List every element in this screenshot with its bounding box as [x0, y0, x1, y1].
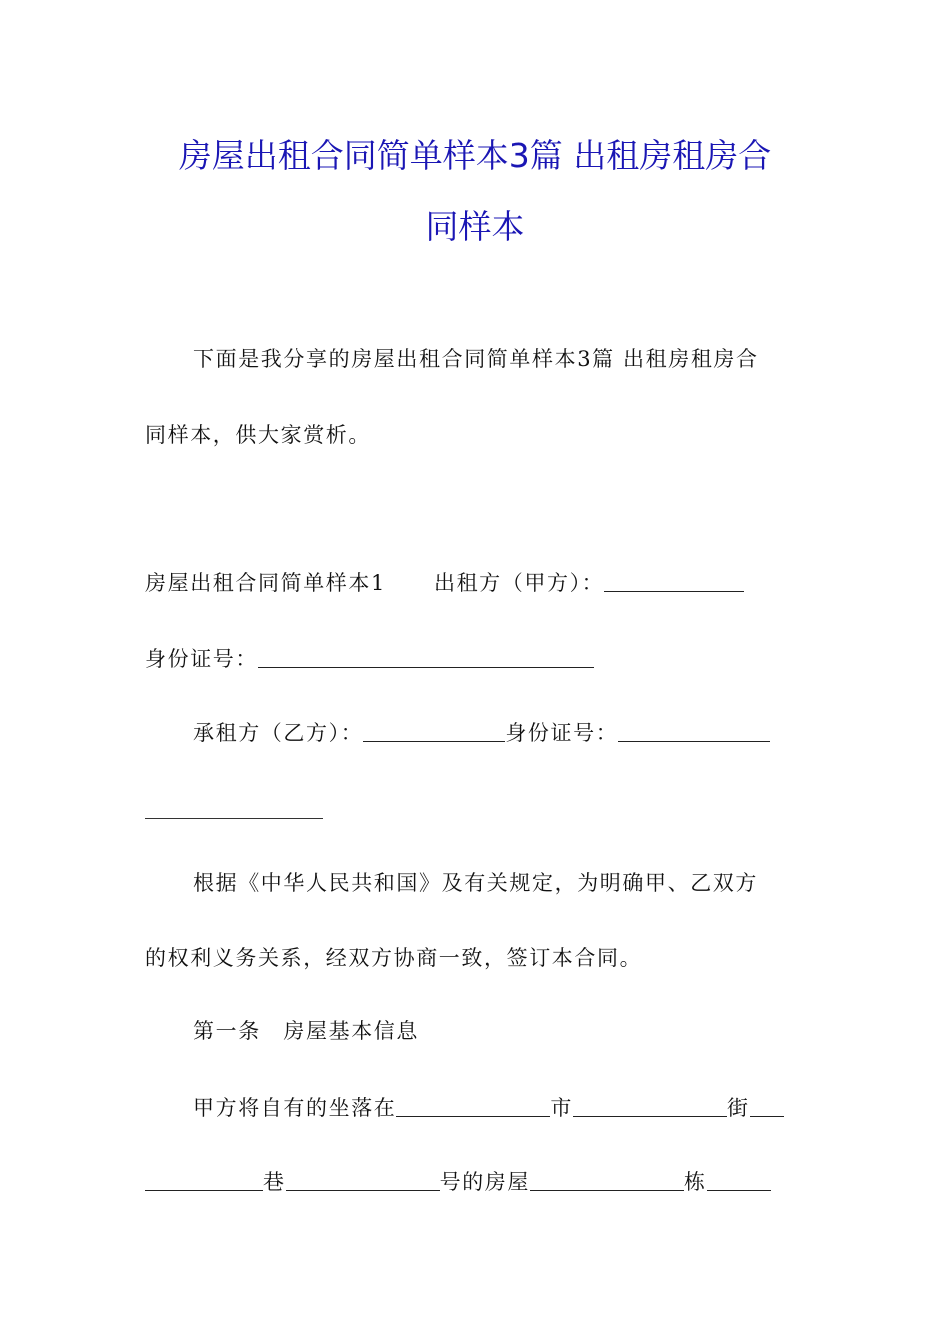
- intro-line-2: 同样本，供大家赏析。: [145, 423, 371, 447]
- city-label: 市: [550, 1096, 574, 1120]
- lessee-id-blank-continued: [145, 818, 323, 819]
- article1-line-2: [145, 1167, 807, 1197]
- lessee-label: 承租方（乙方）：: [193, 721, 364, 745]
- intro-line-1: 下面是我分享的房屋出租合同简单样本3篇 出租房租房合: [193, 347, 759, 371]
- street-label: 街: [727, 1096, 750, 1120]
- lane-blank: [145, 1170, 263, 1191]
- sample1-header-line: [145, 568, 807, 598]
- basis-line-2: 的权利义务关系，经双方协商一致，签订本合同。: [145, 946, 643, 970]
- sample1-heading: 房屋出租合同简单样本1: [145, 571, 386, 595]
- lessee-line: [193, 718, 807, 748]
- article1-heading: 第一条 房屋基本信息: [193, 1019, 419, 1043]
- lessee-id-label: 身份证号：: [505, 721, 619, 745]
- lessor-label: 出租方（甲方）：: [433, 571, 605, 595]
- street-blank: [573, 1096, 727, 1117]
- lessor-id-blank: [258, 647, 594, 668]
- house-label: 号的房屋: [439, 1170, 531, 1194]
- lessor-id-line: [145, 644, 807, 674]
- number-blank: [286, 1170, 440, 1191]
- article1-line-1: [193, 1093, 807, 1123]
- street-tail-blank: [750, 1096, 784, 1117]
- document-title-line-1: 房屋出租合同简单样本3篇 出租房租房合: [178, 136, 772, 175]
- city-blank: [396, 1096, 550, 1117]
- basis-line-1: 根据《中华人民共和国》及有关规定，为明确甲、乙双方: [193, 871, 758, 895]
- lessor-id-label: 身份证号：: [145, 647, 258, 671]
- address-prefix: 甲方将自有的坐落在: [193, 1096, 397, 1120]
- lessee-id-blank: [618, 721, 770, 742]
- lane-label: 巷: [263, 1170, 286, 1194]
- document-title-line-2: 同样本: [425, 207, 525, 246]
- building-label: 栋: [684, 1170, 707, 1194]
- building-tail-blank: [707, 1170, 771, 1191]
- lessee-blank: [363, 721, 505, 742]
- building-blank: [530, 1170, 684, 1191]
- lessor-blank: [604, 571, 744, 592]
